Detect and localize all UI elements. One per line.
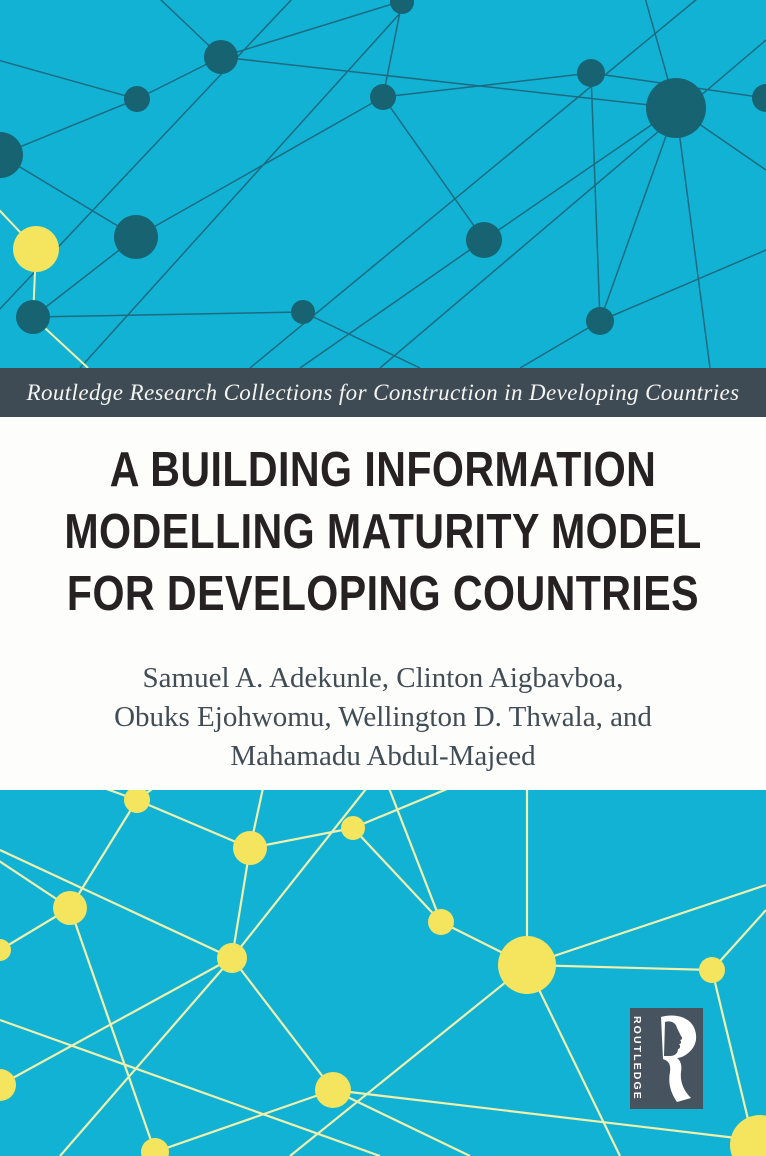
author-line-3: Mahamadu Abdul-Majeed <box>230 740 536 772</box>
routledge-logo-text: ROUTLEDGE <box>631 1016 643 1101</box>
series-band <box>0 368 766 417</box>
author-line-2: Obuks Ejohwomu, Wellington D. Thwala, and <box>114 701 652 733</box>
yellow-node-icon <box>13 226 59 272</box>
network-pattern-top-icon <box>0 0 766 368</box>
series-title: Routledge Research Collections for Construction in Developing Countries <box>26 379 740 405</box>
title-line-1: A BUILDING INFORMATION <box>109 443 657 497</box>
title-line-3: FOR DEVELOPING COUNTRIES <box>66 567 700 621</box>
main-section <box>0 417 766 790</box>
author-line-1: Samuel A. Adekunle, Clinton Aigbavboa, <box>142 662 624 694</box>
title-line-2: MODELLING MATURITY MODEL <box>64 505 702 559</box>
top-network-section <box>0 0 766 368</box>
routledge-logo <box>630 1008 703 1109</box>
book-authors <box>0 659 766 776</box>
book-title <box>0 417 766 625</box>
routledge-r-icon <box>655 1014 699 1104</box>
